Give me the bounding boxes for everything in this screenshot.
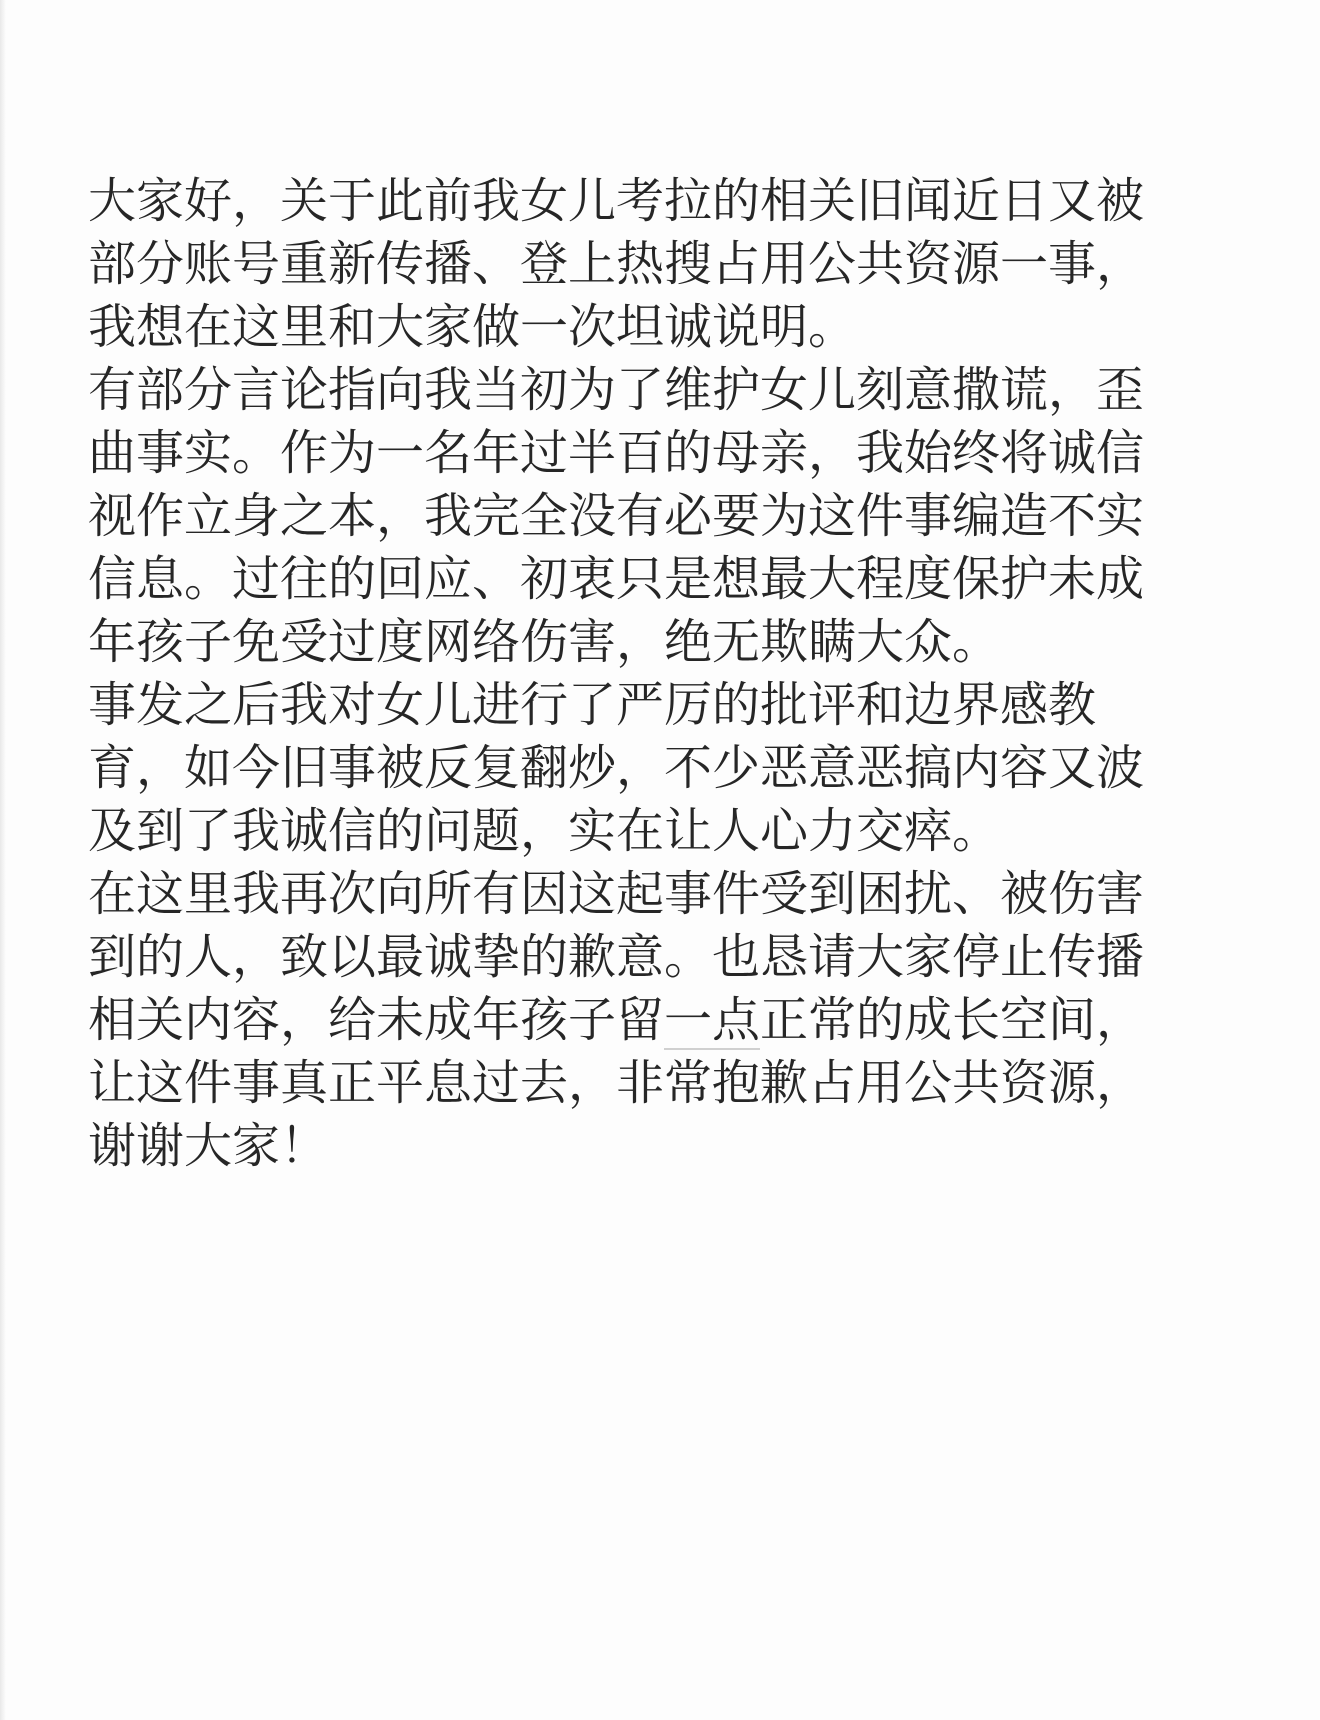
underlined-text: 一点 [664,992,761,1048]
text-line-with-mark [88,989,1218,1052]
text-line: 大家好，关于此前我女儿考拉的相关旧闻近日又被 [88,173,1145,229]
page-edge-shadow [0,0,6,1720]
text-line: 部分账号重新传播、登上热搜占用公共资源一事， [88,236,1145,292]
text-line: 育，如今旧事被反复翻炒，不少恶意恶搞内容又波 [88,740,1145,796]
text-line: 信息。过往的回应、初衷只是想最大程度保护未成 [88,551,1145,607]
statement-text [88,170,1218,1178]
text-line: 到的人，致以最诚挚的歉意。也恳请大家停止传播 [88,929,1145,985]
text-line: 及到了我诚信的问题，实在让人心力交瘁。 [88,803,1001,859]
paragraph-2 [88,359,1218,674]
text-line: 曲事实。作为一名年过半百的母亲，我始终将诚信 [88,425,1145,481]
text-line: 有部分言论指向我当初为了维护女儿刻意撒谎，歪 [88,362,1145,418]
paragraph-1 [88,170,1218,359]
paragraph-4 [88,863,1218,1178]
text-line: 视作立身之本，我完全没有必要为这件事编造不实 [88,488,1145,544]
text-segment: 相关内容，给未成年孩子留 [88,992,665,1048]
text-line: 年孩子免受过度网络伤害，绝无欺瞒大众。 [88,614,1001,670]
text-line: 在这里我再次向所有因这起事件受到困扰、被伤害 [88,866,1145,922]
text-line: 让这件事真正平息过去，非常抱歉占用公共资源， [88,1055,1145,1111]
text-line: 我想在这里和大家做一次坦诚说明。 [88,299,857,355]
text-segment: 正常的成长空间， [760,992,1145,1048]
paragraph-3 [88,674,1218,863]
text-line: 事发之后我对女儿进行了严厉的批评和边界感教 [88,677,1097,733]
text-line: 谢谢大家！ [88,1118,329,1174]
